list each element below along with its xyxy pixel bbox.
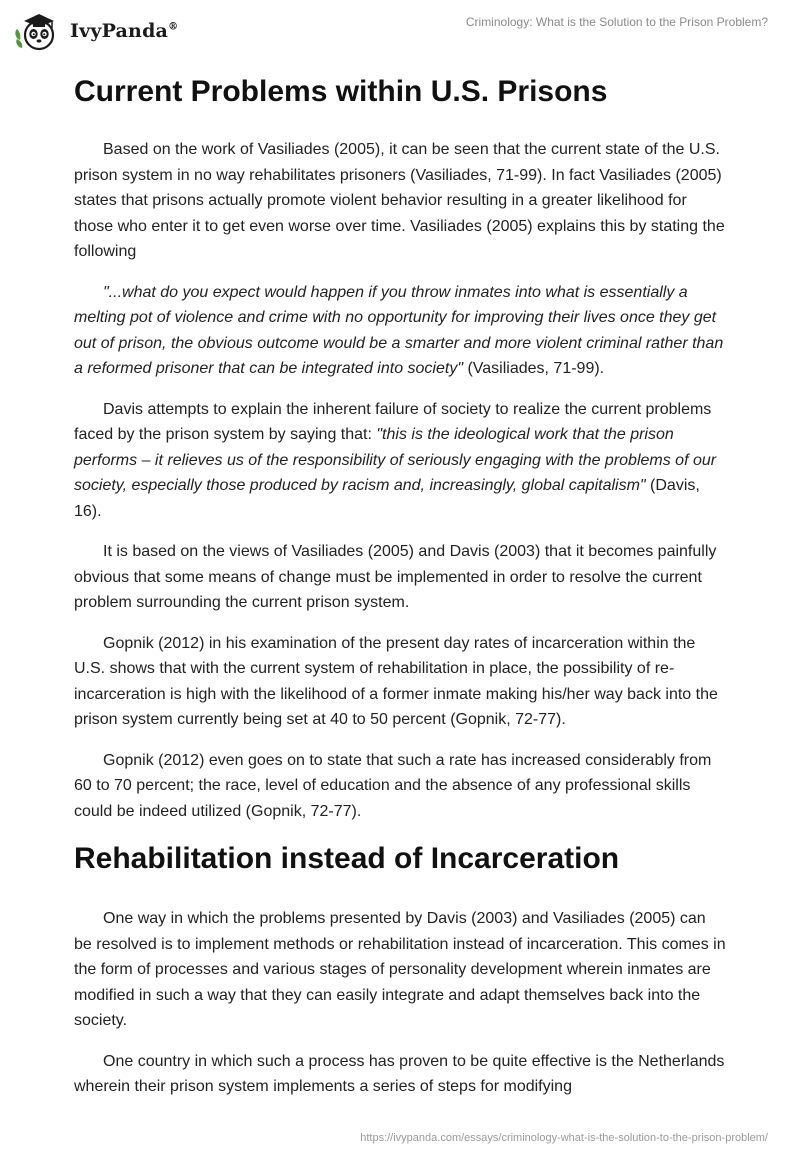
brand-name: IvyPanda® [70, 20, 179, 42]
panda-logo-icon [14, 10, 64, 52]
paragraph: Based on the work of Vasiliades (2005), it can be seen that the current state of the U.S. prison system in no way rehabilitates prisoners (Vasiliades, 71-99). In fact Vasiliades (2005) states that prisons actually promote violent behavior resulting in a greater likelihood for those who enter it to get even worse over time. Vasiliades (2005) explains this by stating the following [74, 141, 725, 260]
quote-citation: (Vasiliades, 71-99). [463, 360, 605, 377]
header [0, 0, 800, 70]
paragraph: Davis attempts to explain the inherent failure of society to realize the current problems faced by the prison system by saying that: "this is the ideological work that the prison performs – it relieves us of the responsibility of seriously engaging with the problems of our society, especially those produced by racism and, increasingly, global capitalism" (Davis, 16). [74, 400, 717, 520]
block-quote [74, 280, 726, 382]
inline-quote: "this is the ideological work that the prison performs – it relieves us of the responsibility of seriously engaging with the problems of our society, especially those produced by racism and, increasingly, global capitalism" [74, 426, 717, 494]
paragraph: Gopnik (2012) even goes on to state that such a rate has increased considerably from 60 to 70 percent; the race, level of education and the absence of any professional skills could be indeed utilized (Gopnik, 72-77). [74, 751, 712, 820]
document-title: Criminology: What is the Solution to the Prison Problem? [465, 15, 768, 29]
paragraph: Gopnik (2012) in his examination of the present day rates of incarceration within the U.S. shows that with the current system of rehabilitation in place, the possibility of re-incarceration is high with the likelihood of a former inmate making his/her way back into the prison system currently being set at 40 to 50 percent (Gopnik, 72-77). [74, 634, 718, 728]
paragraph: It is based on the views of Vasiliades (2005) and Davis (2003) that it becomes painfully obvious that some means of change must be implemented in order to resolve the current problem surrounding the current prison system. [74, 543, 717, 611]
section-heading-current-problems: Current Problems within U.S. Prisons [74, 75, 608, 108]
section-heading-rehabilitation: Rehabilitation instead of Incarceration [74, 842, 620, 875]
source-url[interactable]: https://ivypanda.com/essays/criminology-what-is-the-solution-to-the-prison-problem/ [360, 1132, 768, 1144]
logo[interactable] [14, 10, 178, 52]
quote-text: "...what do you expect would happen if you throw inmates into what is essentially a melting pot of violence and crime with no opportunity for improving their lives once they get out of prison, the obvious outcome would be a smarter and more violent criminal rather than a reformed prisoner that can be integrated into society" [74, 283, 724, 377]
paragraph: One country in which such a process has proven to be quite effective is the Netherlands wherein their prison system implements a series of steps for modifying [74, 1052, 725, 1095]
article-body [74, 72, 726, 1115]
citation: (Davis, 16). [74, 477, 700, 520]
paragraph: One way in which the problems presented by Davis (2003) and Vasiliades (2005) can be resolved is to implement methods or rehabilitation instead of incarceration. This comes in the form of processes and various stages of personality development wherein inmates are modified in such a way that they can easily integrate and adapt themselves back into the society. [74, 910, 726, 1029]
